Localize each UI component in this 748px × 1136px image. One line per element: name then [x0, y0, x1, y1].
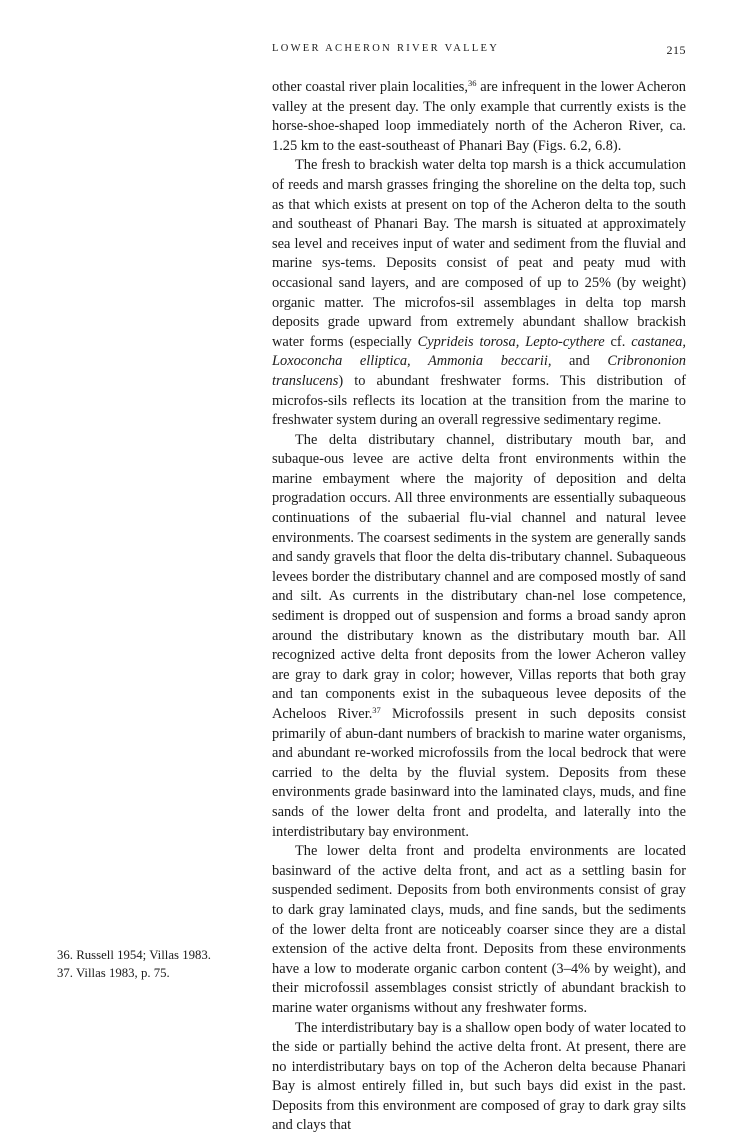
text-run: The interdistributary bay is a shallow open body of water located to the side or partially behind the active delta front. At present, there are no interdistributary bays on top of the Acheron delta because Phanari Bay is almost entirely filled in, but such bays did exist in the past. Deposits from this environment are composed of gray to dark gray silts and clays that	[272, 1020, 686, 1134]
paragraph-3	[272, 431, 686, 842]
text-run: other coastal river plain localities,	[272, 79, 468, 95]
italic-term: Cyprideis torosa, Lepto-cythere	[418, 334, 605, 350]
text-run: are infrequent in the lower Acheron valley at the present day. The only example that currently exists is the horse-shoe-shaped loop immediately north of the Acheron River, ca. 1.25 km to the east-southeast of Phanari Bay (Figs. 6.2, 6.8).	[272, 79, 686, 154]
text-run: Microfossils present in such deposits consist primarily of abun-dant numbers of brackish to marine water organisms, and abundant re-worked microfossils from the local bedrock that were carried to the delta by the fluvial system. Deposits from these environments grade basinward into the laminated clays, muds, and fine sands of the lower delta front and prodelta, and laterally into the interdistributary bay environment.	[272, 706, 686, 840]
footnote-ref: 37	[372, 705, 381, 715]
page-number: 215	[667, 43, 687, 58]
running-head	[272, 43, 686, 59]
text-run: and	[551, 353, 607, 369]
running-title: LOWER ACHERON RIVER VALLEY	[272, 43, 499, 54]
text-run: cf.	[605, 334, 632, 350]
italic-term: castanea, Loxoconcha elliptica, Ammonia beccarii,	[272, 334, 686, 370]
paragraph-5	[272, 1019, 686, 1136]
text-run: The fresh to brackish water delta top marsh is a thick accumulation of reeds and marsh grasses fringing the shoreline on the delta top, such as that which exists at present on top of the Acheron delta to the south and southeast of Phanari Bay. The marsh is situated at approximately sea level and receives input of water and sediment from the fluvial and marine sys-tems. Deposits consist of peat and peaty mud with occasional sand layers, and are composed of up to 25% (by weight) organic matter. The microfos-sil assemblages in delta top marsh deposits grade upward from extremely abundant shallow brackish water forms (especially	[272, 157, 686, 349]
body-text	[272, 78, 686, 1136]
footnote-36: 36. Russell 1954; Villas 1983.	[57, 947, 267, 965]
text-run: The delta distributary channel, distributary mouth bar, and subaque-ous levee are active delta front environments within the marine embayment where the majority of deposition and delta progradation occurs. All three environments are essentially subaqueous continuations of the subaerial flu-vial channel and natural levee environments. The coarsest sediments in the system are generally sands and sandy gravels that floor the delta dis-tributary channel. Subaqueous levees border the distributary channel and are composed mostly of sand and silt. As currents in the distributary chan-nel lose competence, sediment is dropped out of suspension and forms a broad sandy apron around the distributary known as the distributary mouth bar. All recognized active delta front deposits from the lower Acheron valley are gray to dark gray in color; however, Villas reports that both gray and tan components exist in the subaqueous levee deposits of the Acheloos River.	[272, 432, 686, 722]
footnote-37: 37. Villas 1983, p. 75.	[57, 965, 267, 983]
text-run: ) to abundant freshwater forms. This distribution of microfos-sils reflects its location at the transition from the marine to freshwater system during an overall regressive sedimentary regime.	[272, 373, 686, 428]
paragraph-4	[272, 842, 686, 1018]
text-run: The lower delta front and prodelta environments are located basinward of the active delta front, and act as a settling basin for suspended sediment. Deposits from both environments consist of gray to dark gray laminated clays, muds, and fine sands, but the sediments of the lower delta front are noticeably coarser since they are a distal extension of the active delta front. Deposits from these environments have a low to moderate organic carbon content (3–4% by weight), and their microfossil assemblages consist strictly of abundant brackish to marine water organisms without any freshwater forms.	[272, 843, 686, 1016]
footnote-ref: 36	[468, 78, 477, 88]
paragraph-2	[272, 156, 686, 430]
paragraph-1	[272, 78, 686, 156]
footnotes	[57, 947, 267, 982]
italic-term: Cribrononion translucens	[272, 353, 686, 389]
